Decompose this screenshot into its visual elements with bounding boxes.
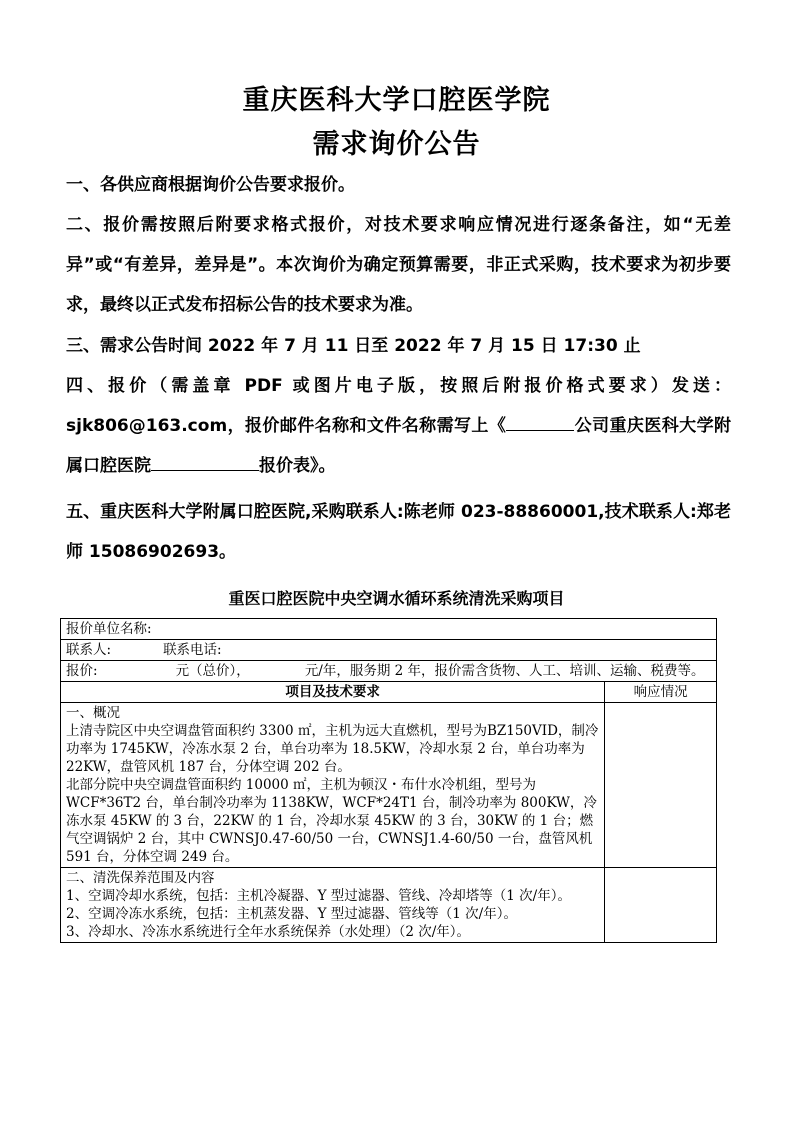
table-row-price (61, 661, 717, 682)
price-annual-label: 元/年，服务期 2 年，报价需含货物、人工、培训、运输、税费等。 (304, 663, 705, 679)
paragraph-3: 三、需求公告时间 2022 年 7 月 11 日至 2022 年 7 月 15 日 17:30 止 (66, 336, 641, 356)
quotation-table (60, 618, 717, 943)
page-subtitle: 需求询价公告 (312, 129, 481, 160)
price-label: 报价: (66, 663, 98, 679)
page-title: 重庆医科大学口腔医学院 (242, 85, 551, 116)
phone-label: 联系电话: (163, 642, 222, 658)
scope-item-3: 3、冷却水、冷冻水系统进行全年水系统保养（水处理）（2 次/年）。 (66, 924, 471, 940)
scope-heading: 二、清洗保养范围及内容 (66, 870, 215, 886)
paragraph-4-part-a: 四、报价（需盖章 PDF 或图片电子版，按照后附报价格式要求）发送：sjk806@163.com，报价邮件名称和文件名称需写上《 (66, 376, 731, 436)
header-items: 项目及技术要求 (61, 682, 605, 703)
overview-shangqingsi: 上清寺院区中央空调盘管面积约 3300 ㎡，主机为远大直燃机，型号为BZ150VID，制冷功率为 1745KW，冷冻水泵 2 台，单台功率为 18.5KW，冷却水泵 2 台，单台功率为 22KW，盘管风机 187 台，分体空调 202 台。 (66, 723, 599, 775)
price-total-label: 元（总价）， (175, 663, 250, 679)
table-header-row (61, 682, 717, 703)
contact-label: 联系人: (66, 642, 112, 658)
response-cell-scope (605, 868, 717, 943)
table-row-contact (61, 640, 717, 661)
scope-item-1: 1、空调冷却水系统，包括：主机冷凝器、Y 型过滤器、管线、冷却塔等（1 次/年）。 (66, 888, 571, 904)
paragraph-4 (66, 366, 731, 486)
paragraph-1: 一、各供应商根据询价公告要求报价。 (66, 175, 355, 195)
paragraph-2: 二、报价需按照后附要求格式报价，对技术要求响应情况进行逐条备注，如“无差异”或“有差异，差异是”。本次询价为确定预算需要，非正式采购，技术要求为初步要求，最终以正式发布招标公告的技术要求为准。 (66, 215, 731, 315)
unit-name-cell: 报价单位名称: (61, 619, 717, 640)
paragraph-4-part-c: 报价表》。 (259, 456, 336, 476)
overview-heading: 一、概况 (66, 705, 120, 721)
overview-north-branch: 北部分院中央空调盘管面积约 10000 ㎡，主机为顿汉・布什水冷机组，型号为 WCF*36T2 台，单台制冷功率为 1138KW，WCF*24T1 台，制冷功率为 800KW，冷冻水泵 45KW 的 3 台，22KW 的 1 台，冷却水泵 45KW 的 3 台，30KW 的 1 台；燃气空调锅炉 2 台，其中 CWNSJ0.47-60/50 一台，CWNSJ1.4-60/50 一台，盘管风机 591 台，分体空调 249 台。 (66, 777, 597, 865)
header-response: 响应情况 (605, 682, 717, 703)
paragraph-5: 五、重庆医科大学附属口腔医院,采购联系人:陈老师 023-88860001,技术联系人:郑老师 15086902693。 (66, 502, 731, 562)
blank-company-line (506, 416, 574, 431)
table-row-overview (61, 703, 717, 868)
table-row-scope (61, 868, 717, 943)
table-row-unit (61, 619, 717, 640)
scope-item-2: 2、空调冷冻水系统，包括：主机蒸发器、Y 型过滤器、管线等（1 次/年）。 (66, 906, 517, 922)
table-title: 重医口腔医院中央空调水循环系统清洗采购项目 (228, 589, 565, 608)
response-cell-overview (605, 703, 717, 868)
paragraph-4-part-b: 公司重庆医科大学附属口腔医院 (66, 416, 732, 476)
blank-title-line (151, 456, 259, 471)
